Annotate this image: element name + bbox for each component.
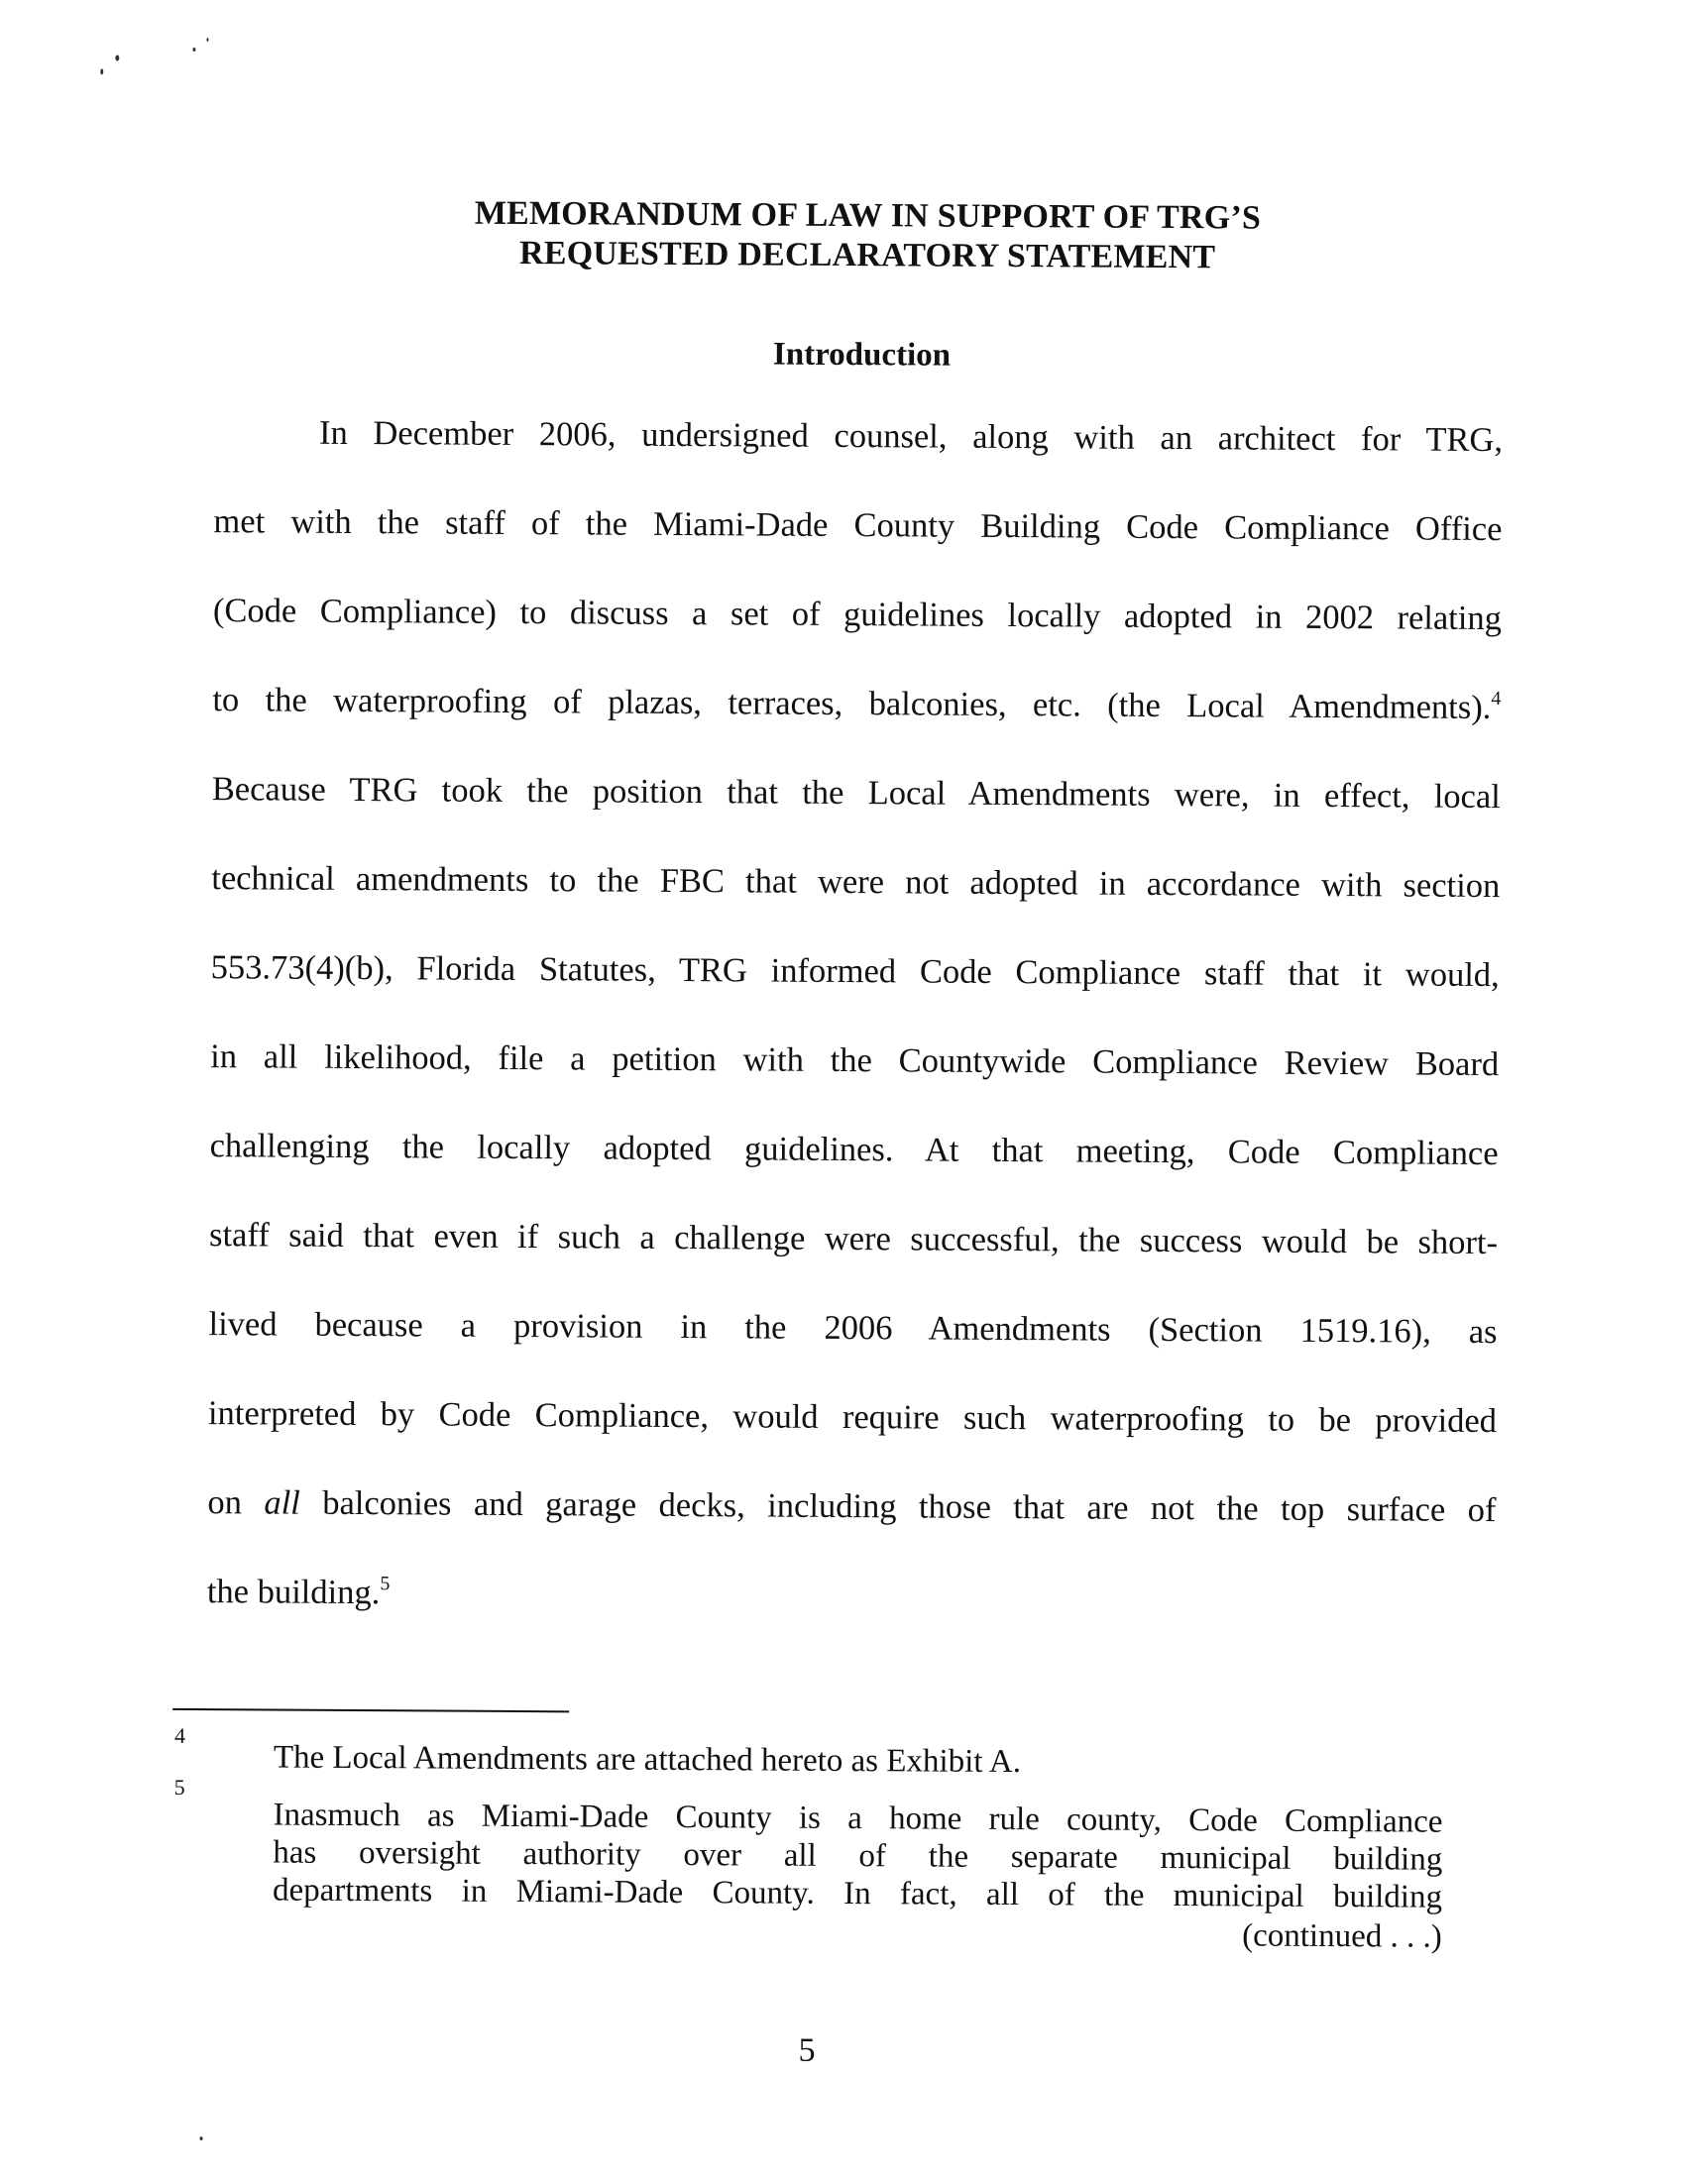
footnote-line-text: has oversight authority over all of the separate municipal building [273, 1834, 1443, 1878]
body-line-text: the building. [206, 1573, 381, 1612]
page-number: 5 [798, 2031, 816, 2069]
body-line-text: Because TRG took the position that the Local Amendments were, in effect, local [211, 770, 1501, 817]
document-title-line-2: REQUESTED DECLARATORY STATEMENT [518, 234, 1216, 276]
footnote-line-text: The Local Amendments are attached hereto as Exhibit A. [273, 1739, 1022, 1781]
body-line [208, 1391, 1497, 1443]
body-line-text: interpreted by Code Compliance, would require such waterproofing to be provided [207, 1394, 1498, 1441]
footnote-line-text: departments in Miami-Dade County. In fact, all of the municipal building [272, 1872, 1443, 1915]
body-line-text: challenging the locally adopted guidelines. At that meeting, Code Compliance [209, 1127, 1499, 1173]
body-line-text-prefix: on [207, 1483, 265, 1522]
body-line [213, 589, 1502, 640]
footnote-line [273, 1872, 1442, 1916]
footnote-separator [172, 1708, 569, 1712]
scan-speck [200, 2136, 203, 2140]
document-title-line-1: MEMORANDUM OF LAW IN SUPPORT OF TRG’S [474, 194, 1262, 237]
footnote-reference[interactable]: 5 [380, 1573, 391, 1595]
body-line [208, 1302, 1497, 1354]
footnote-number: 5 [173, 1774, 185, 1800]
footnote-number: 4 [173, 1722, 186, 1748]
footnote-line [274, 1739, 1443, 1784]
body-line-text: to the waterproofing of plazas, terraces, balconies, etc. (the Local Amendments). [212, 681, 1492, 726]
body-line-text: technical amendments to the FBC that were not adopted in accordance with section [211, 859, 1501, 906]
footnote-reference[interactable]: 4 [1491, 687, 1502, 710]
body-line-text: met with the staff of the Miami-Dade County Building Code Compliance Office [213, 502, 1503, 549]
footnote-line-text: Inasmuch as Miami-Dade County is a home rule county, Code Compliance [273, 1797, 1443, 1840]
body-line-text: staff said that even if such a challenge were successful, the success would be short- [208, 1216, 1499, 1262]
body-line-text: in all likelihood, file a petition with the Countywide Compliance Review Board [210, 1037, 1500, 1084]
body-line [212, 678, 1501, 729]
body-line [211, 945, 1500, 997]
body-line-text: balconies and garage decks, including those that are not the top surface of [299, 1483, 1497, 1530]
scan-speck [115, 55, 119, 60]
body-line [212, 767, 1501, 819]
body-line-text: (Code Compliance) to discuss a set of guidelines locally adopted in 2002 relating [212, 592, 1503, 638]
scan-speck [100, 68, 103, 74]
scan-speck [192, 48, 195, 52]
body-line [209, 1213, 1498, 1264]
body-line [213, 499, 1502, 551]
body-line [319, 411, 1503, 462]
scan-speck [206, 38, 208, 42]
footnote-continued: (continued . . .) [1242, 1917, 1442, 1955]
body-line [210, 1035, 1499, 1086]
body-line-text: In December 2006, undersigned counsel, along with an architect for TRG, [318, 413, 1504, 460]
body-line [210, 1124, 1499, 1175]
body-line [211, 856, 1500, 908]
body-line-text: 553.73(4)(b), Florida Statutes, TRG informed Code Compliance staff that it would, [210, 948, 1500, 995]
body-line-text: lived because a provision in the 2006 Amendments (Section 1519.16), as [208, 1305, 1498, 1352]
body-line [207, 1570, 1496, 1621]
section-heading: Introduction [772, 336, 952, 374]
emphasis-text: all [264, 1483, 300, 1522]
body-line [207, 1480, 1496, 1532]
